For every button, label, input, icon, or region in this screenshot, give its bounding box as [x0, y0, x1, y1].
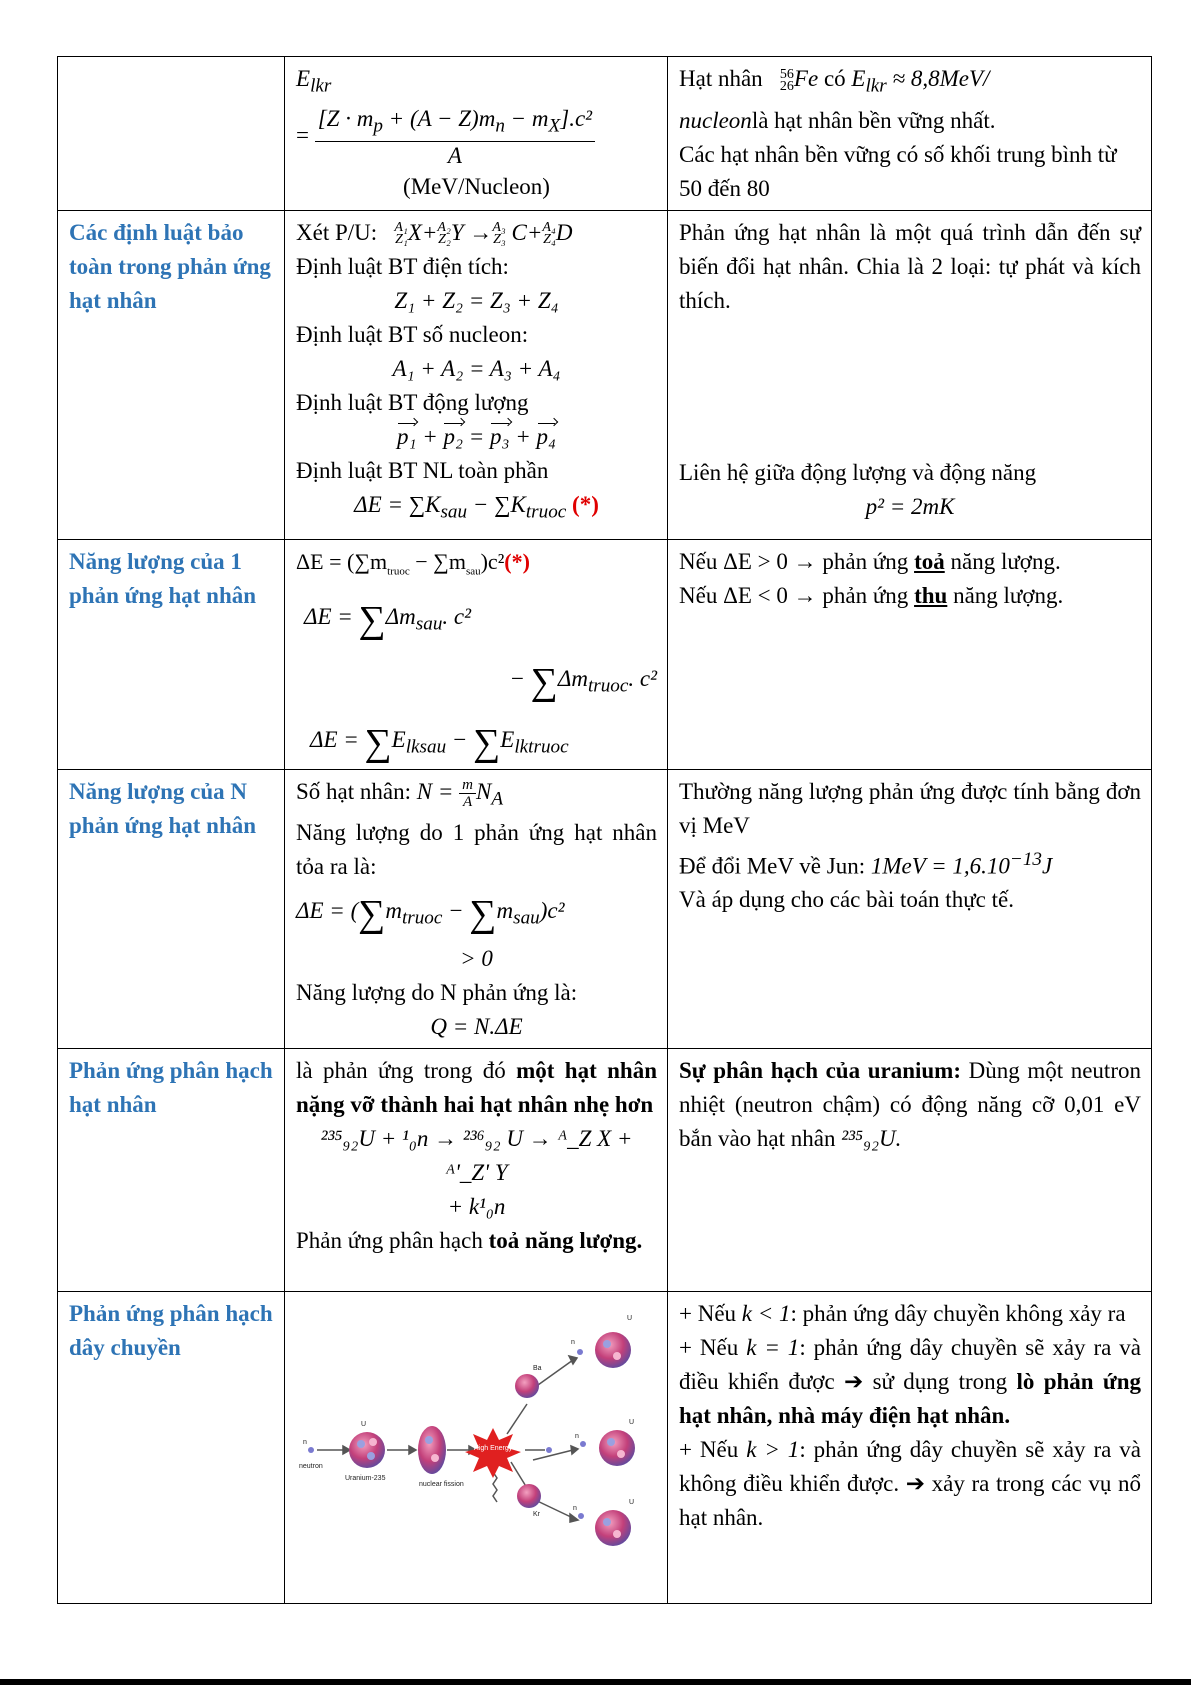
t: truoc: [387, 564, 410, 577]
fission-equation: ²³⁵₉₂U + ¹₀n → ²³⁶₉₂ U → ᴬ_Z X + ᴬ'_Z' Y: [320, 1125, 633, 1185]
t: + Nếu: [679, 1334, 747, 1360]
topic-cell: [58, 539, 285, 769]
split-nucleus: [418, 1426, 446, 1474]
t: năng lượng.: [944, 548, 1061, 574]
law-title: Định luật BT động lượng: [296, 389, 529, 415]
uranium-nucleus-4: [595, 1510, 631, 1546]
t: lksau: [405, 736, 447, 758]
t: E: [500, 727, 515, 753]
uranium-label: U: [629, 1498, 635, 1506]
t: Δm: [557, 665, 588, 691]
t: ΔE = (: [296, 898, 359, 924]
topic-cell: [58, 769, 285, 1048]
subscript: lkr: [310, 75, 332, 97]
krypton-nucleus: [517, 1484, 541, 1508]
t: )c²: [539, 898, 565, 924]
note-cell: [668, 210, 1152, 539]
uranium-235-label: Uranium-235: [345, 1474, 386, 1482]
text: Các hạt nhân bền vững có số khối trung bình từ 50 đến 80: [679, 141, 1117, 201]
note-cell: [668, 57, 1152, 211]
symbol: E: [851, 66, 866, 91]
value: ≈ 8,8MeV/: [886, 66, 990, 91]
table-row: [58, 1048, 1152, 1291]
fission-equation-cont: + k¹₀n: [447, 1193, 506, 1219]
t: toả năng lượng.: [488, 1227, 643, 1253]
law-title: Định luật BT điện tích:: [296, 253, 509, 279]
t: −: [442, 898, 470, 924]
t: p: [373, 115, 383, 137]
t: N: [475, 778, 492, 804]
uranium-label: U: [629, 1418, 635, 1426]
t: + Nếu: [679, 1300, 742, 1326]
topic-cell: [58, 1291, 285, 1603]
t: m: [385, 898, 402, 924]
t: − ∑m: [409, 548, 466, 574]
reaction-equation: A₁ Z₁ X+ A₂ Z₂ Y → A₃ Z₃ C+ A₄ Z₄ D: [394, 219, 573, 248]
chain-reaction-figure: [295, 1300, 657, 1550]
page-bottom-border: [0, 1679, 1191, 1685]
formula-cell: Số hạt nhân: N = $\frac{m}{A}$ $N_A$ Năng lượng do 1 phản ứng hạt nhân tỏa ra là: $\Delta E = (\sum m_{truoc} - \sum m_{sau})c^2$ > 0 Năng lượng do N phản ứng là: Q = N.ΔE: [285, 769, 668, 1048]
t: Δm: [385, 603, 416, 629]
formula-cell: [285, 1048, 668, 1291]
t: Nếu ΔE > 0 → phản ứng: [679, 548, 915, 574]
neutron-symbol: n: [573, 1504, 577, 1512]
uranium-label: U: [361, 1420, 367, 1428]
formula-cell: $\Delta E = (\sum m_{truoc} - \sum m_{sau})c^2(*)$ $\Delta E = \sum\Delta m_{sau}$. c² − $\sum\Delta m_{truoc}$. c² $\Delta E = \sum E_{lksau} - \sum E_{lktruoc}$: [285, 539, 668, 769]
index: A₁ Z₁: [394, 220, 408, 248]
equation: p² = 2mK: [865, 493, 955, 519]
table-row: [58, 57, 1152, 211]
star-mark: (*): [572, 491, 599, 517]
topic-cell: [58, 210, 285, 539]
note-cell: [668, 1291, 1152, 1603]
t: một hạt nhân nặng vỡ thành hai hạt nhân nhẹ hơn: [296, 1057, 657, 1117]
t: sau: [465, 564, 481, 577]
neutrons: [308, 1349, 586, 1519]
equals: =: [296, 122, 309, 148]
text: Phản ứng hạt nhân là một quá trình dẫn đến sự biến đổi hạt nhân. Chia là 2 loại: tự phát và kích thích.: [679, 219, 1141, 313]
subscript: lkr: [865, 75, 887, 97]
uranium-label: U: [627, 1314, 633, 1322]
text: Liên hệ giữa động lượng và động năng: [679, 459, 1037, 485]
t: X: [548, 115, 561, 137]
nuclide: Fe: [793, 66, 819, 91]
t: Để đổi MeV về Jun:: [679, 853, 871, 879]
numerator: [315, 104, 595, 143]
topic-title: Phản ứng phân hạch dây chuyền: [69, 1300, 273, 1360]
t: sau: [415, 613, 443, 635]
t: A: [491, 788, 504, 810]
t: n: [495, 115, 505, 137]
law-title: Định luật BT NL toàn phần: [296, 457, 549, 483]
text: Xét P/U:: [296, 219, 378, 245]
t: + (A − Z)m: [382, 105, 496, 131]
table-row: [58, 539, 1152, 769]
t: lò phản ứng hạt nhân, nhà máy điện hạt nhân.: [679, 1368, 1141, 1428]
physics-summary-table: [57, 56, 1152, 1604]
barium-label: Ba: [533, 1364, 542, 1372]
neutron-symbol: n: [303, 1438, 307, 1446]
text: có: [818, 66, 852, 91]
note-cell: [668, 769, 1152, 1048]
equation: Q = N.ΔE: [430, 1013, 523, 1039]
t: là phản ứng trong đó: [296, 1057, 517, 1083]
equation: A₁ + A₂ = A₃ + A₄: [392, 355, 561, 381]
t: ²³⁵₉₂U.: [841, 1125, 902, 1151]
krypton-label: Kr: [533, 1510, 540, 1518]
topic-cell: [58, 1048, 285, 1291]
neutron-symbol: n: [571, 1338, 575, 1346]
t: + Nếu: [679, 1436, 747, 1462]
t: k = 1: [746, 1334, 800, 1360]
text: Thường năng lượng phản ứng được tính bằng đơn vị MeV: [679, 778, 1141, 838]
unit: nucleon: [679, 107, 752, 133]
note-cell: [668, 1048, 1152, 1291]
t: k < 1: [741, 1300, 791, 1326]
t: toả: [914, 548, 945, 574]
text: Năng lượng do N phản ứng là:: [296, 979, 578, 1005]
t: E: [391, 727, 406, 753]
law-title: Định luật BT số nucleon:: [296, 321, 529, 347]
t: − m: [504, 105, 549, 131]
mass-number: 56: [779, 66, 794, 82]
topic-title: Năng lượng của N phản ứng hạt nhân: [69, 778, 257, 838]
index: A₄ Z₄: [542, 220, 556, 248]
equation: Z₁ + Z₂ = Z₃ + Z₄: [394, 287, 559, 313]
t: : phản ứng dây chuyền không xảy ra: [790, 1300, 1126, 1326]
inequality: > 0: [460, 945, 493, 971]
t: : phản ứng dây chuyền sẽ xảy ra và không điều khiển được. ➔ xảy ra trong các vụ nổ hạt nhân.: [679, 1436, 1141, 1530]
star-mark: (*): [504, 548, 530, 574]
t: truoc: [401, 907, 443, 929]
t: truoc: [525, 501, 567, 523]
uranium-nucleus-2: [595, 1332, 631, 1368]
topic-title: Phản ứng phân hạch hạt nhân: [69, 1057, 273, 1117]
t: Sự phân hạch của uranium:: [679, 1057, 961, 1083]
t: ΔE = ∑K: [354, 491, 441, 517]
momentum-equation: p₁ + p₂ = p₃ + p₄: [296, 420, 657, 454]
symbol: E: [296, 66, 311, 91]
uranium-nucleus-1: [349, 1432, 385, 1468]
t: sau: [513, 907, 540, 929]
text: Hạt nhân: [679, 66, 763, 91]
t: − ∑K: [467, 491, 526, 517]
t: k > 1: [746, 1436, 800, 1462]
t: truoc: [587, 675, 629, 697]
table-row: [58, 210, 1152, 539]
t: [Z · m: [317, 105, 374, 131]
neutron-symbol: n: [575, 1432, 579, 1440]
t: m: [496, 898, 514, 924]
energy-burst: [465, 1428, 521, 1478]
t: Phản ứng phân hạch: [296, 1227, 489, 1253]
table-row: [58, 1291, 1152, 1603]
atomic-number: 26: [779, 78, 794, 94]
t: −: [509, 665, 531, 691]
topic-title: Năng lượng của 1 phản ứng hạt nhân: [69, 548, 257, 608]
formula-cell: [285, 210, 668, 539]
nuclear-fission-label: nuclear fission: [419, 1480, 464, 1488]
neutron-label: neutron: [299, 1462, 323, 1470]
t: . c²: [442, 603, 472, 629]
t: năng lượng.: [947, 582, 1064, 608]
denominator: A: [447, 143, 462, 169]
fraction: [459, 777, 476, 810]
t: lktruoc: [514, 736, 569, 758]
t: . c²: [628, 665, 657, 691]
t: ΔE = (∑m: [296, 548, 388, 574]
t: ΔE =: [304, 603, 359, 629]
t: ΔE =: [310, 727, 365, 753]
note-cell: [668, 539, 1152, 769]
text: là hạt nhân bền vững nhất.: [751, 107, 996, 133]
figure-cell: [285, 1291, 668, 1603]
t: Số hạt nhân:: [296, 778, 417, 804]
t: thu: [914, 582, 948, 608]
t: −13: [1009, 848, 1042, 870]
barium-nucleus: [515, 1374, 539, 1398]
t: ].c²: [560, 105, 593, 131]
t: J: [1042, 853, 1053, 879]
table-row: [58, 769, 1152, 1048]
topic-cell: [58, 57, 285, 211]
t: Dùng một neutron nhiệt (neutron chậm) có động năng cỡ 0,01 eV bắn vào hạt nhân: [679, 1057, 1141, 1151]
index: A₂ Z₂: [437, 220, 451, 248]
topic-title: Các định luật bảo toàn trong phản ứng hạt nhân: [69, 219, 271, 313]
nuclide-index: [779, 66, 794, 94]
t: 1MeV = 1,6.10: [870, 853, 1010, 879]
text: Năng lượng do 1 phản ứng hạt nhân tỏa ra là:: [296, 820, 657, 880]
energy-equation: [296, 488, 657, 530]
energy-label: High Energy: [473, 1444, 513, 1452]
t: )c²: [480, 548, 505, 574]
fraction: [315, 104, 595, 171]
index: A₃ Z₃: [492, 220, 506, 248]
denominator: A: [462, 793, 473, 810]
t: N =: [416, 778, 460, 804]
t: sau: [440, 501, 468, 523]
t: Nếu ΔE < 0 → phản ứng: [679, 582, 915, 608]
uranium-nucleus-3: [599, 1430, 635, 1466]
t: −: [446, 727, 474, 753]
text: Và áp dụng cho các bài toán thực tế.: [679, 887, 1014, 913]
numerator: m: [459, 777, 476, 794]
t: : phản ứng dây chuyền sẽ xảy ra và điều khiển được ➔ sử dụng trong: [679, 1334, 1141, 1394]
formula-cell: [285, 57, 668, 211]
unit-label: (MeV/Nucleon): [403, 174, 550, 200]
